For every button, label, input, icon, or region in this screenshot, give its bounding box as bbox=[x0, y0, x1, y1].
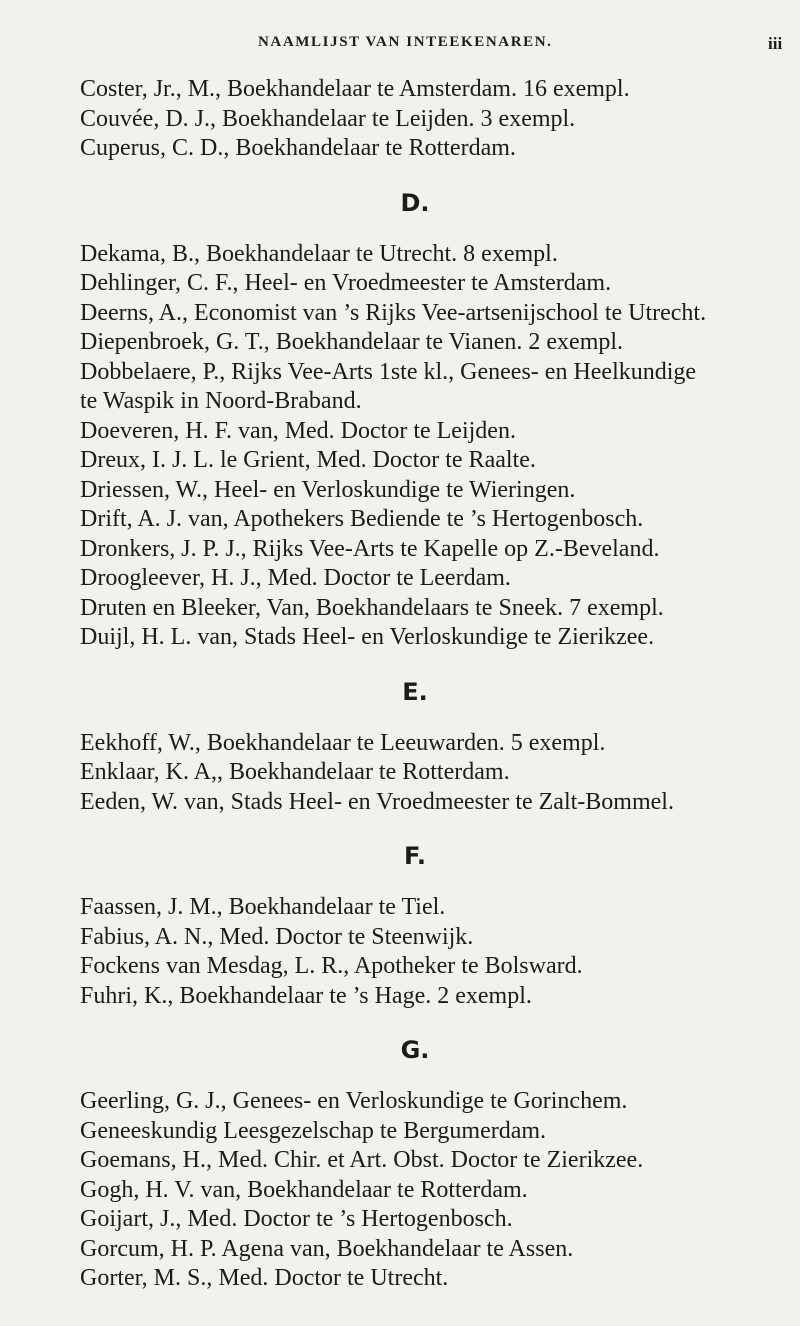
list-entry: Druten en Bleeker, Van, Boekhandelaars te Sneek. 7 exempl. bbox=[80, 594, 664, 621]
list-entry: Eeden, W. van, Stads Heel- en Vroedmeester te Zalt-Bommel. bbox=[80, 788, 674, 815]
list-entry: Driessen, W., Heel- en Verloskundige te Wieringen. bbox=[80, 476, 576, 503]
section-letter-e: E. bbox=[402, 677, 428, 706]
list-entry: Gogh, H. V. van, Boekhandelaar te Rotterdam. bbox=[80, 1176, 528, 1203]
list-entry: Fabius, A. N., Med. Doctor te Steenwijk. bbox=[80, 923, 474, 950]
list-entry: Enklaar, K. A,, Boekhandelaar te Rotterdam. bbox=[80, 759, 510, 785]
list-entry: Coster, Jr., M., Boekhandelaar te Amsterdam. 16 exempl. bbox=[80, 76, 630, 102]
list-entry: Couvée, D. J., Boekhandelaar te Leijden. 3 exempl. bbox=[80, 105, 576, 132]
list-entry: Goemans, H., Med. Chir. et Art. Obst. Doctor te Zierikzee. bbox=[80, 1147, 644, 1173]
subscriber-list bbox=[80, 75, 780, 1294]
section-letter-g: G. bbox=[400, 1036, 430, 1064]
list-entry: Deerns, A., Economist van ’s Rijks Vee-artsenijschool te Utrecht. bbox=[80, 299, 707, 326]
list-entry: Dekama, B., Boekhandelaar te Utrecht. 8 exempl. bbox=[80, 240, 558, 267]
list-entry: Gorter, M. S., Med. Doctor te Utrecht. bbox=[80, 1265, 449, 1291]
list-entry: Cuperus, C. D., Boekhandelaar te Rotterdam. bbox=[80, 135, 516, 161]
list-entry: Fuhri, K., Boekhandelaar te ’s Hage. 2 exempl. bbox=[80, 982, 532, 1009]
list-entry: Faassen, J. M., Boekhandelaar te Tiel. bbox=[80, 894, 446, 920]
section-letter-d: D. bbox=[400, 188, 430, 217]
page-number: iii bbox=[768, 34, 783, 53]
running-head bbox=[0, 34, 800, 58]
list-entry: Dreux, I. J. L. le Grient, Med. Doctor te Raalte. bbox=[80, 447, 536, 473]
list-entry: Doeveren, H. F. van, Med. Doctor te Leijden. bbox=[80, 417, 516, 444]
list-entry: Dronkers, J. P. J., Rijks Vee-Arts te Kapelle op Z.-Beveland. bbox=[80, 535, 660, 562]
list-entry: Eekhoff, W., Boekhandelaar te Leeuwarden. 5 exempl. bbox=[80, 729, 606, 756]
list-entry-continuation: te Waspik in Noord-Braband. bbox=[80, 388, 362, 414]
running-title: NAAMLIJST VAN INTEEKENAREN. bbox=[258, 34, 553, 50]
list-entry: Droogleever, H. J., Med. Doctor te Leerdam. bbox=[80, 565, 511, 591]
list-entry: Geneeskundig Leesgezelschap te Bergumerdam. bbox=[80, 1117, 547, 1144]
list-entry: Gorcum, H. P. Agena van, Boekhandelaar te Assen. bbox=[80, 1235, 574, 1262]
list-entry: Drift, A. J. van, Apothekers Bediende te ’s Hertogenbosch. bbox=[80, 506, 644, 532]
list-entry: Dehlinger, C. F., Heel- en Vroedmeester te Amsterdam. bbox=[80, 270, 612, 296]
list-entry: Diepenbroek, G. T., Boekhandelaar te Vianen. 2 exempl. bbox=[80, 329, 624, 355]
list-entry: Duijl, H. L. van, Stads Heel- en Verloskundige te Zierikzee. bbox=[80, 624, 655, 650]
list-entry: Dobbelaere, P., Rijks Vee-Arts 1ste kl., Genees- en Heelkundige bbox=[80, 358, 697, 385]
list-entry: Fockens van Mesdag, L. R., Apotheker te Bolsward. bbox=[80, 953, 583, 979]
section-letter-f: F. bbox=[404, 842, 426, 870]
list-entry: Geerling, G. J., Genees- en Verloskundige te Gorinchem. bbox=[80, 1088, 628, 1114]
list-entry: Goijart, J., Med. Doctor te ’s Hertogenbosch. bbox=[80, 1206, 513, 1232]
